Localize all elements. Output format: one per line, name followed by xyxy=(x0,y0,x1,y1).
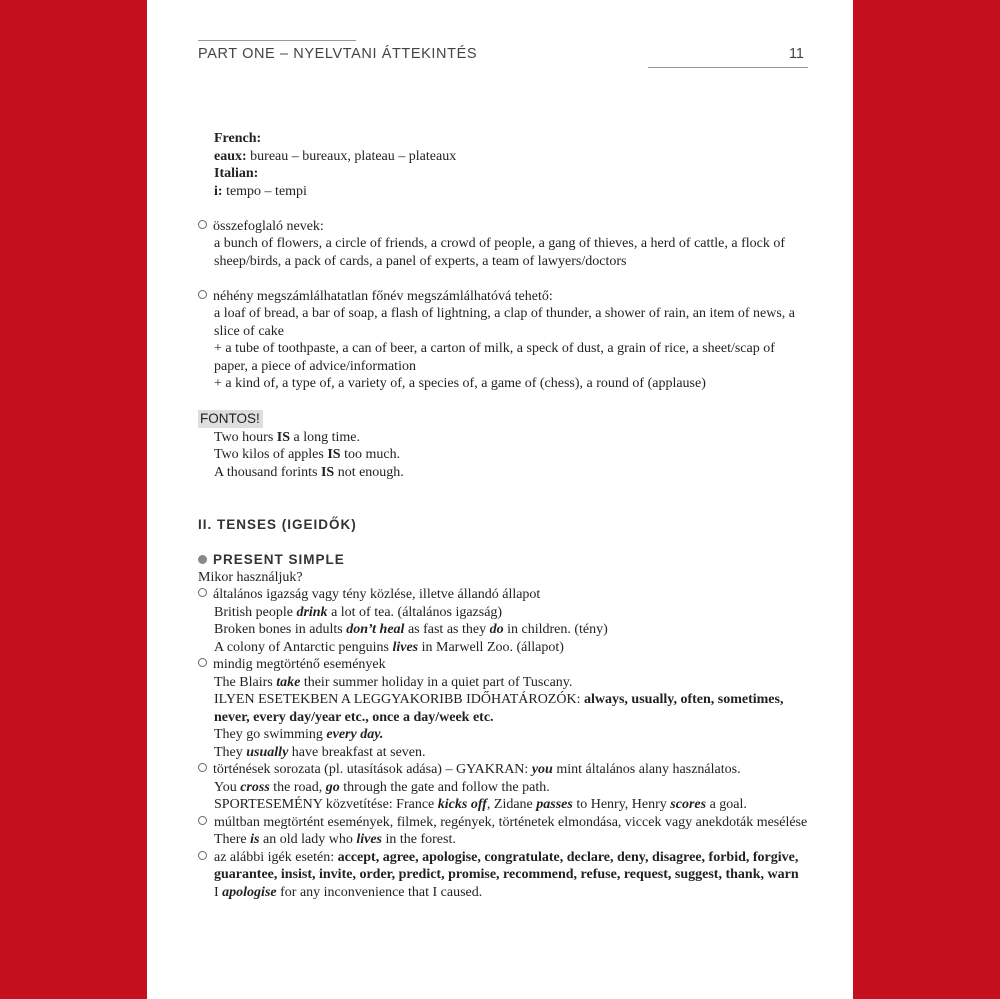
french-label-line: French: xyxy=(214,131,262,146)
fontos-example-1: Two hours IS a long time. xyxy=(214,429,361,445)
usage-5-example-1: I apologise for any inconvenience that I caused. xyxy=(214,884,483,900)
collective-examples: a bunch of flowers, a circle of friends, a crowd of people, a gang of thieves, a herd of cattle, a flock of sheep/birds, a pack of cards, a panel of experts, a team of lawyers/doctors xyxy=(214,236,786,269)
usage-5-heading: az alábbi igék esetén: accept, agree, apologise, congratulate, declare, deny, disagree, forbid, forgive, guarantee, insist, invite, order, predict, promise, recommend, refuse, request, suggest, thank, warn xyxy=(198,849,808,884)
fontos-example-2: Two kilos of apples IS too much. xyxy=(214,447,401,462)
usage-4-heading: múltban megtörtént események, filmek, regények, történetek elmondása, viccek vagy anekdoták mesélése xyxy=(198,814,808,832)
usage-1-heading: általános igazság vagy tény közlése, illetve állandó állapot xyxy=(198,586,808,604)
usage-2-example-1: The Blairs take their summer holiday in a quiet part of Tuscany. xyxy=(214,674,573,690)
usage-question: Mikor használjuk? xyxy=(198,569,303,585)
usage-3-heading: történések sorozata (pl. utasítások adása) – GYAKRAN: you mint általános alany használatos. xyxy=(198,761,808,779)
page-number: 11 xyxy=(788,46,804,62)
usage-2-heading: mindig megtörténő események xyxy=(198,656,808,674)
filled-bullet-icon xyxy=(198,555,207,564)
page-body xyxy=(198,130,808,901)
usage-3-example-1: You cross the road, go through the gate and follow the path. xyxy=(214,779,550,795)
circle-bullet-icon xyxy=(198,851,207,860)
running-header-title: PART ONE – NYELVTANI ÁTTEKINTÉS xyxy=(198,46,478,62)
usage-1-example-3: A colony of Antarctic penguins lives in Marwell Zoo. (állapot) xyxy=(214,639,564,655)
circle-bullet-icon xyxy=(198,588,207,597)
circle-bullet-icon xyxy=(198,290,207,299)
circle-bullet-icon xyxy=(198,763,207,772)
present-simple-heading: PRESENT SIMPLE xyxy=(198,551,808,569)
fontos-label: FONTOS! xyxy=(198,410,263,428)
uncountable-line-2: + a tube of toothpaste, a can of beer, a carton of milk, a speck of dust, a grain of rice, a sheet/scap of paper, a piece of advice/information xyxy=(214,341,775,374)
section-title: II. TENSES (IGEIDŐK) xyxy=(198,517,357,532)
usage-1-example-2: Broken bones in adults don’t heal as fast as they do in children. (tény) xyxy=(214,622,608,637)
fontos-label-line xyxy=(198,410,808,429)
italian-rule-line: i: tempo – tempi xyxy=(214,183,307,199)
usage-2-example-3: They usually have breakfast at seven. xyxy=(214,744,426,760)
circle-bullet-icon xyxy=(198,816,207,825)
collective-heading: összefoglaló nevek: xyxy=(198,218,808,236)
usage-2-example-2: They go swimming every day. xyxy=(214,727,384,742)
header-rule-top xyxy=(198,40,356,41)
circle-bullet-icon xyxy=(198,220,207,229)
italian-label-line: Italian: xyxy=(214,166,259,181)
header-rule-bottom xyxy=(648,67,808,68)
uncountable-heading: néhény megszámlálhatatlan főnév megszámlálhatóvá tehető: xyxy=(198,288,808,306)
uncountable-line-3: + a kind of, a type of, a variety of, a species of, a game of (chess), a round of (applause) xyxy=(214,376,706,391)
circle-bullet-icon xyxy=(198,658,207,667)
usage-4-example-1: There is an old lady who lives in the forest. xyxy=(214,832,456,847)
usage-2-adverbs-note: ILYEN ESETEKBEN A LEGGYAKORIBB IDŐHATÁROZÓK: always, usually, often, sometimes, never, every day/year etc., once a day/week etc. xyxy=(214,692,784,725)
french-rule-line: eaux: bureau – bureaux, plateau – plateaux xyxy=(214,148,457,164)
fontos-example-3: A thousand forints IS not enough. xyxy=(214,464,404,480)
usage-3-example-2: SPORTESEMÉNY közvetítése: France kicks off, Zidane passes to Henry, Henry scores a goal. xyxy=(214,797,747,812)
uncountable-line-1: a loaf of bread, a bar of soap, a flash of lightning, a clap of thunder, a shower of rain, an item of news, a slice of cake xyxy=(214,306,796,339)
usage-1-example-1: British people drink a lot of tea. (általános igazság) xyxy=(214,604,503,620)
